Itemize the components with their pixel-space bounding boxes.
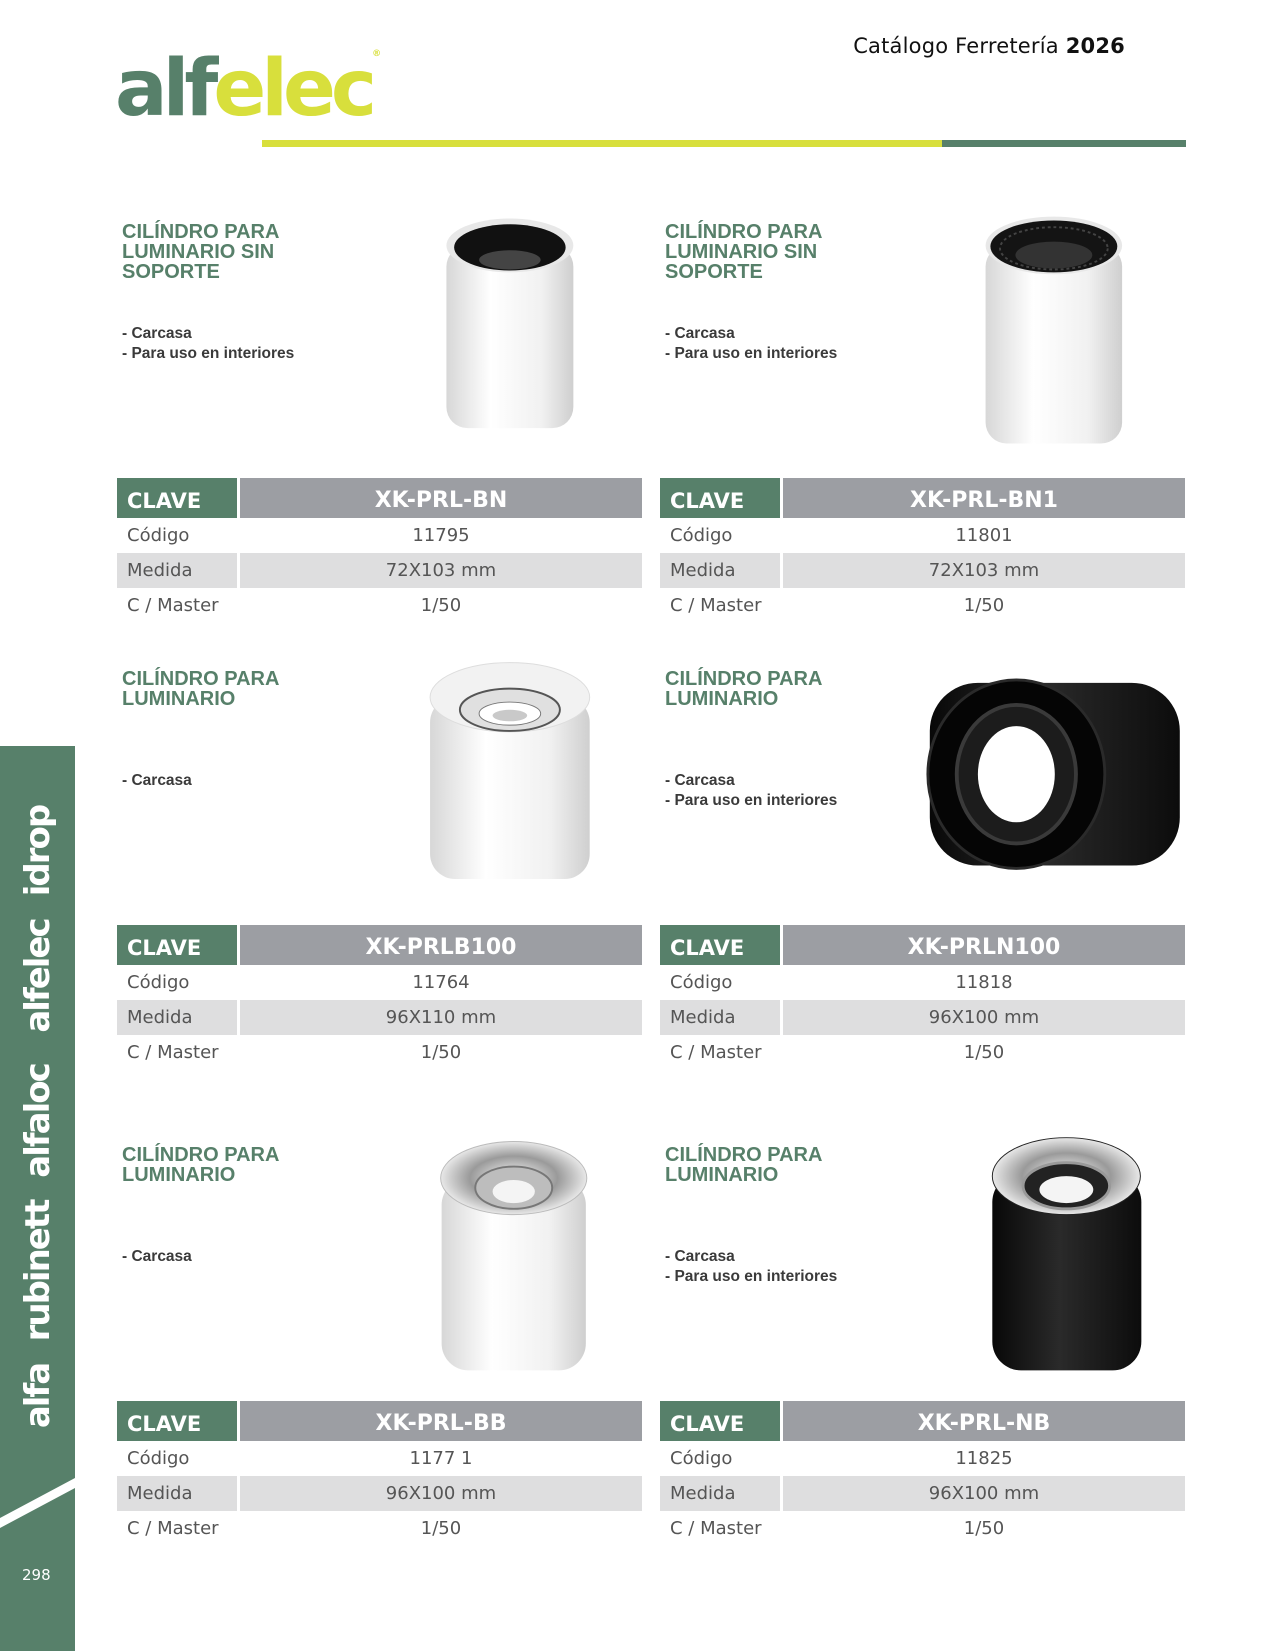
clave-value: XK-PRL-BN — [240, 478, 642, 518]
spec-table — [117, 1401, 642, 1546]
clave-value: XK-PRL-BN1 — [783, 478, 1185, 518]
sidebar-stripe — [0, 1470, 75, 1530]
master-label: C / Master — [670, 1518, 762, 1539]
product-photo — [915, 207, 1185, 457]
feature-item: - Carcasa — [122, 1248, 192, 1265]
spec-row-medida — [117, 1000, 642, 1035]
medida-value: 72X103 mm — [240, 553, 642, 588]
medida-label: Medida — [117, 1000, 237, 1035]
codigo-label: Código — [127, 1448, 190, 1469]
feature-item: - Para uso en interiores — [665, 792, 838, 809]
brand-alfaloc: alfaloc — [18, 1064, 58, 1178]
medida-label: Medida — [660, 1000, 780, 1035]
spec-row-master — [660, 1035, 1185, 1070]
spec-header-row — [117, 1401, 642, 1441]
spec-row-master — [117, 1511, 642, 1546]
feature-item: - Carcasa — [122, 772, 192, 789]
spec-table — [117, 478, 642, 623]
spec-row-master — [660, 588, 1185, 623]
spec-row-medida — [117, 553, 642, 588]
codigo-value: 11818 — [955, 972, 1013, 993]
clave-value: XK-PRLN100 — [783, 925, 1185, 965]
product-title: CILÍNDRO PARA LUMINARIO SIN SOPORTE — [665, 221, 822, 283]
header-rule-yellow — [262, 140, 942, 147]
product-title: CILÍNDRO PARA LUMINARIO — [665, 668, 822, 710]
codigo-label: Código — [670, 1448, 733, 1469]
spec-row-medida — [660, 553, 1185, 588]
spec-row-codigo — [660, 965, 1185, 1000]
master-label: C / Master — [670, 595, 762, 616]
master-label: C / Master — [127, 1042, 219, 1063]
product-card — [117, 222, 642, 622]
product-photo — [915, 654, 1185, 904]
medida-value: 96X100 mm — [240, 1476, 642, 1511]
clave-value: XK-PRL-BB — [240, 1401, 642, 1441]
spec-row-medida — [660, 1000, 1185, 1035]
master-value: 1/50 — [420, 595, 462, 616]
product-card — [660, 669, 1185, 1069]
brand-rubinett: rubinett — [18, 1200, 58, 1342]
clave-label: CLAVE — [117, 478, 237, 518]
spec-row-master — [660, 1511, 1185, 1546]
product-title: CILÍNDRO PARA LUMINARIO — [665, 1144, 822, 1186]
master-value: 1/50 — [420, 1518, 462, 1539]
spec-table — [660, 925, 1185, 1070]
codigo-value: 1177 1 — [409, 1448, 473, 1469]
clave-label: CLAVE — [117, 1401, 237, 1441]
spec-row-medida — [660, 1476, 1185, 1511]
master-value: 1/50 — [963, 1042, 1005, 1063]
spec-table — [660, 1401, 1185, 1546]
clave-label: CLAVE — [117, 925, 237, 965]
product-card — [117, 1145, 642, 1545]
medida-value: 96X110 mm — [240, 1000, 642, 1035]
product-features — [122, 1247, 192, 1267]
brand-alfa: alfa — [18, 1363, 58, 1429]
brand-idrop: idrop — [18, 805, 58, 897]
spec-header-row — [660, 478, 1185, 518]
spec-row-codigo — [117, 965, 642, 1000]
medida-label: Medida — [660, 1476, 780, 1511]
spec-row-codigo — [117, 1441, 642, 1476]
brand-alfelec: alfelec — [18, 919, 58, 1033]
product-photo — [915, 1130, 1185, 1380]
clave-label: CLAVE — [660, 1401, 780, 1441]
page-number: 298 — [22, 1566, 51, 1584]
product-card — [660, 1145, 1185, 1545]
clave-value: XK-PRLB100 — [240, 925, 642, 965]
spec-header-row — [660, 925, 1185, 965]
spec-row-codigo — [660, 1441, 1185, 1476]
codigo-value: 11795 — [412, 525, 470, 546]
feature-item: - Para uso en interiores — [665, 345, 838, 362]
feature-item: - Carcasa — [665, 325, 735, 342]
product-photo — [372, 207, 642, 457]
header-rule-green — [942, 140, 1186, 147]
codigo-label: Código — [670, 972, 733, 993]
medida-label: Medida — [117, 553, 237, 588]
master-value: 1/50 — [420, 1042, 462, 1063]
codigo-label: Código — [670, 525, 733, 546]
product-title: CILÍNDRO PARA LUMINARIO — [122, 668, 279, 710]
feature-item: - Carcasa — [665, 772, 735, 789]
spec-row-codigo — [117, 518, 642, 553]
medida-value: 72X103 mm — [783, 553, 1185, 588]
medida-value: 96X100 mm — [783, 1476, 1185, 1511]
feature-item: - Para uso en interiores — [122, 345, 295, 362]
feature-item: - Carcasa — [122, 325, 192, 342]
spec-row-codigo — [660, 518, 1185, 553]
codigo-label: Código — [127, 525, 190, 546]
spec-table — [117, 925, 642, 1070]
product-card — [117, 669, 642, 1069]
clave-value: XK-PRL-NB — [783, 1401, 1185, 1441]
spec-table — [660, 478, 1185, 623]
product-photo — [372, 1130, 642, 1380]
product-photo — [372, 654, 642, 904]
codigo-value: 11801 — [955, 525, 1013, 546]
product-card — [660, 222, 1185, 622]
medida-label: Medida — [660, 553, 780, 588]
product-features — [122, 324, 294, 364]
master-value: 1/50 — [963, 1518, 1005, 1539]
master-label: C / Master — [127, 1518, 219, 1539]
codigo-value: 11825 — [955, 1448, 1013, 1469]
clave-label: CLAVE — [660, 478, 780, 518]
master-value: 1/50 — [963, 595, 1005, 616]
spec-header-row — [117, 925, 642, 965]
clave-label: CLAVE — [660, 925, 780, 965]
catalog-title: Catálogo Ferretería 2026 — [853, 34, 1125, 58]
alfelec-logo: alfelec® — [115, 44, 382, 134]
product-title: CILÍNDRO PARA LUMINARIO — [122, 1144, 279, 1186]
master-label: C / Master — [670, 1042, 762, 1063]
spec-row-master — [117, 588, 642, 623]
product-features — [122, 771, 192, 791]
feature-item: - Para uso en interiores — [665, 1268, 838, 1285]
spec-row-master — [117, 1035, 642, 1070]
spec-header-row — [660, 1401, 1185, 1441]
product-features — [665, 1247, 837, 1287]
product-features — [665, 324, 837, 364]
codigo-label: Código — [127, 972, 190, 993]
master-label: C / Master — [127, 595, 219, 616]
medida-label: Medida — [117, 1476, 237, 1511]
spec-row-medida — [117, 1476, 642, 1511]
feature-item: - Carcasa — [665, 1248, 735, 1265]
spec-header-row — [117, 478, 642, 518]
product-features — [665, 771, 837, 811]
medida-value: 96X100 mm — [783, 1000, 1185, 1035]
product-title: CILÍNDRO PARA LUMINARIO SIN SOPORTE — [122, 221, 279, 283]
codigo-value: 11764 — [412, 972, 470, 993]
